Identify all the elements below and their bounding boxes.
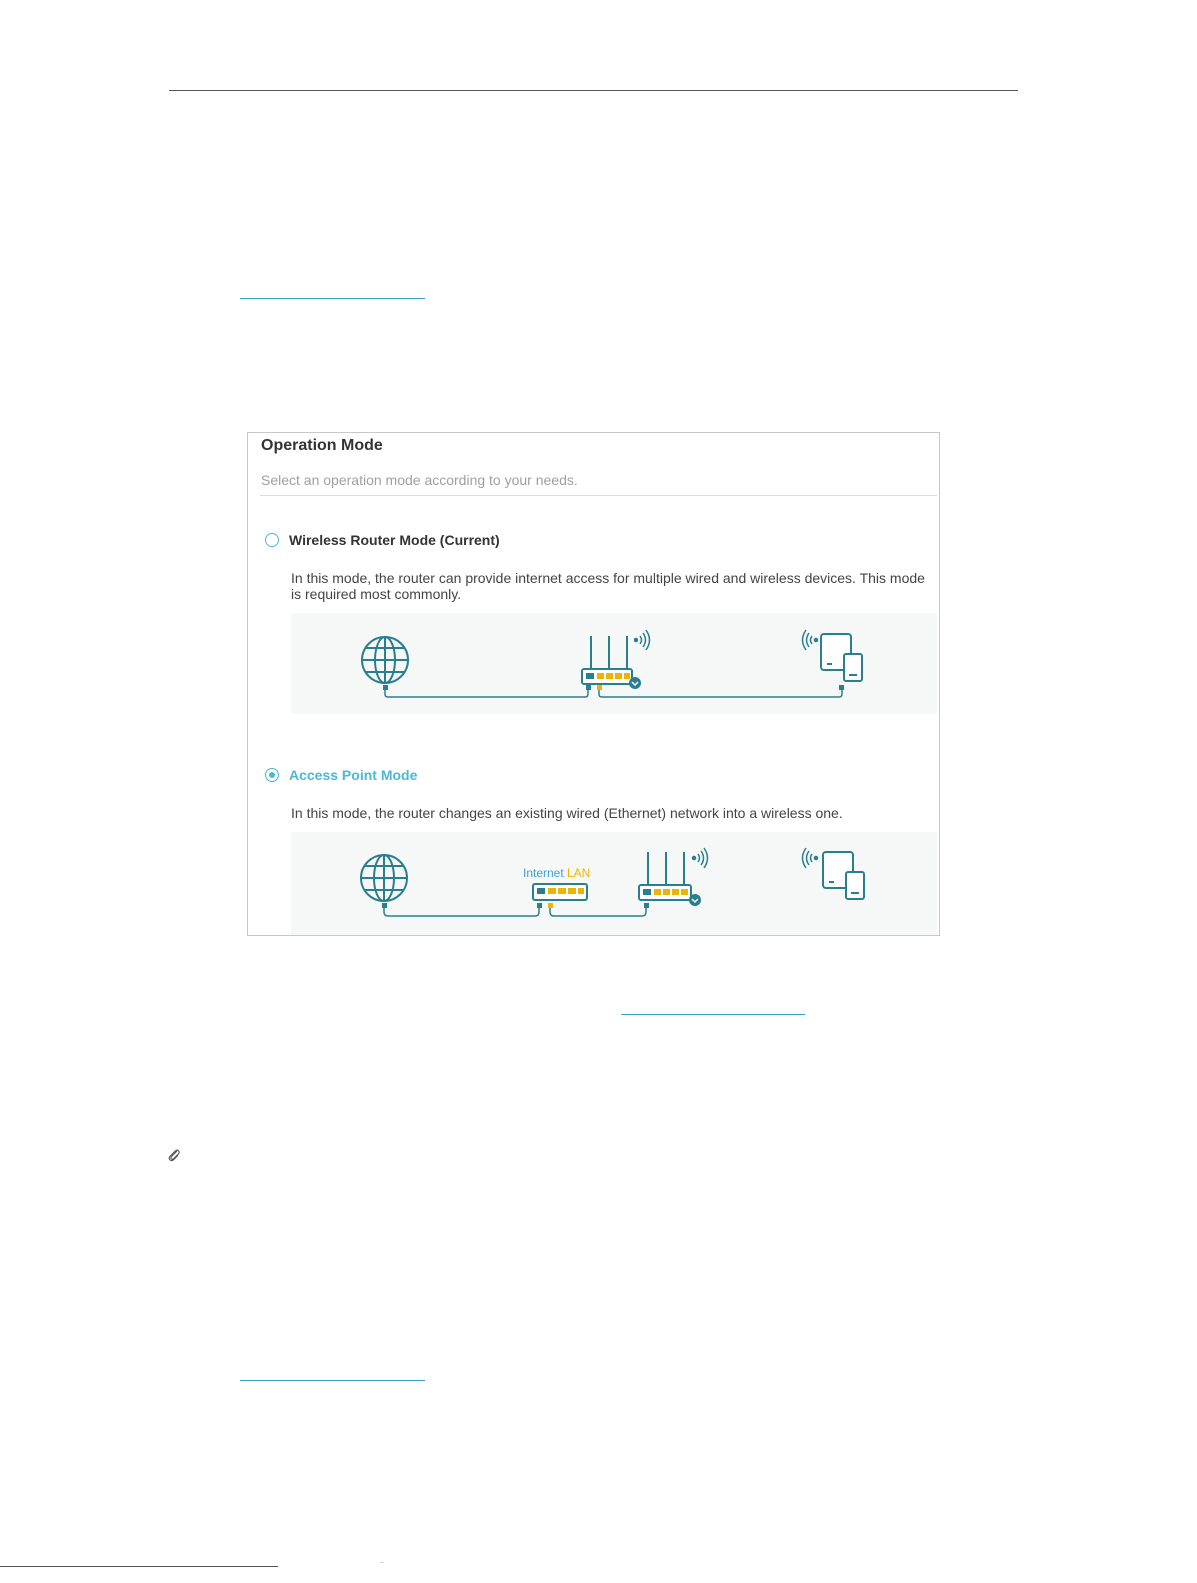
access-point-mode-description: In this mode, the router changes an existing wired (Ethernet) network into a wireless one.: [291, 805, 843, 821]
wireless-router-diagram: [291, 613, 937, 714]
devices-icon: [823, 852, 864, 899]
wifi-signal-icon: [803, 630, 818, 650]
header-rule: [169, 90, 1018, 91]
internet-port-label: Internet: [523, 866, 564, 880]
link-underline-3[interactable]: [240, 1380, 425, 1381]
wifi-signal-icon: [635, 630, 650, 650]
globe-icon: [362, 637, 408, 683]
wireless-router-mode-description: In this mode, the router can provide internet access for multiple wired and wireless devices. This mode is required most commonly.: [291, 570, 925, 602]
panel-title: Operation Mode: [261, 437, 383, 454]
router-icon: [639, 852, 701, 906]
panel-divider: [260, 495, 937, 496]
wifi-signal-icon: [693, 848, 708, 868]
wifi-signal-icon: [803, 848, 818, 868]
wireless-router-mode-radio[interactable]: [265, 533, 279, 547]
globe-icon: [361, 855, 407, 901]
link-underline-1[interactable]: [240, 298, 425, 299]
lan-port-label: LAN: [567, 866, 591, 880]
note-icon: [167, 1148, 181, 1162]
devices-icon: [821, 634, 862, 681]
link-underline-2[interactable]: [621, 1014, 805, 1015]
wireless-router-mode-label[interactable]: Wireless Router Mode (Current): [289, 532, 500, 548]
footer-rule: [0, 1566, 278, 1567]
switch-icon: [533, 884, 587, 900]
operation-mode-panel: [247, 432, 940, 936]
access-point-mode-radio[interactable]: [265, 768, 279, 782]
router-icon: [582, 636, 641, 689]
access-point-diagram: [291, 832, 937, 935]
panel-subtitle: Select an operation mode according to your needs.: [261, 472, 578, 488]
access-point-mode-label[interactable]: Access Point Mode: [289, 767, 418, 783]
